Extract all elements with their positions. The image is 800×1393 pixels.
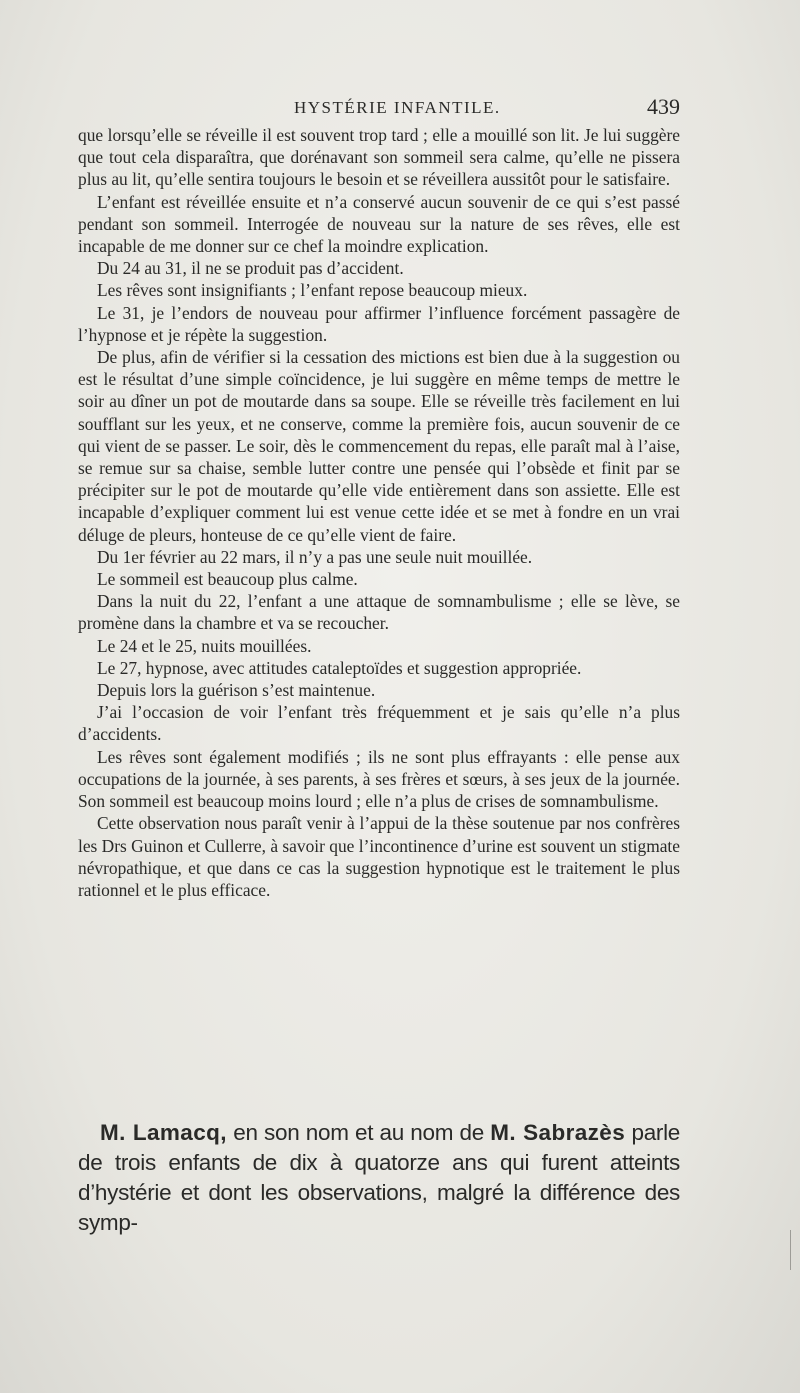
paragraph: De plus, afin de vérifier si la cessation des mictions est bien due à la suggestion ou est le résultat d’une simple coïncidence, je lui suggère en même temps de mettre le soir au dîner un pot de moutarde dans sa soupe. Elle se réveille très facilement en lui soufflant sur les yeux, et ne conserve, comme la première fois, aucun souvenir de ce qui vient de se passer. Le soir, dès le commencement du repas, elle paraît mal à l’aise, se remue sur sa chaise, semble lutter contre une pensée qui l’obsède et finit par se précipiter sur le pot de moutarde qu’elle vide entièrement dans son assiette. Elle est incapable d’expliquer comment lui est venue cette idée et se met à fondre en un vrai déluge de pleurs, honteuse de ce qu’elle vient de faire. [78,347,680,545]
lead-section [78,1118,680,1238]
body-text [78,124,680,901]
paragraph: Les rêves sont également modifiés ; ils ne sont plus effrayants : elle pense aux occupations de la journée, à ses parents, à ses frères et sœurs, à ses jeux de la journée. Son sommeil est beaucoup moins lourd ; elle n’a plus de crises de somnambulisme. [78,746,680,812]
speaker-name-sabrazes: M. Sabrazès [490,1120,626,1145]
paragraph: Le 31, je l’endors de nouveau pour affirmer l’influence forcément passagère de l’hypnose et je répète la suggestion. [78,302,680,345]
paragraph: Dans la nuit du 22, l’enfant a une attaque de somnambulisme ; elle se lève, se promène dans la chambre et va se recoucher. [78,591,680,634]
page-number: 439 [647,94,680,119]
speaker-name-lamacq: M. Lamacq, [100,1120,227,1145]
lead-paragraph [78,1118,680,1238]
paragraph: Le 27, hypnose, avec attitudes cataleptoïdes et suggestion appropriée. [97,657,582,678]
running-title: HYSTÉRIE INFANTILE. [294,98,501,117]
lead-text-part: parle de trois enfants de dix à quatorze ans qui furent atteints d’hystérie et dont les observations, malgré la différence des symp- [78,1120,681,1235]
paragraph: Le sommeil est beaucoup plus calme. [97,569,358,590]
lead-text-part: en son nom et au nom de [226,1120,491,1145]
paragraph: Depuis lors la guérison s’est maintenue. [97,680,376,701]
paragraph: L’enfant est réveillée ensuite et n’a conservé aucun souvenir de ce qui s’est passé pendant son sommeil. Interrogée de nouveau sur la nature de ses rêves, elle est incapable de me donner sur ce chef la moindre explication. [78,191,680,257]
paragraph: J’ai l’occasion de voir l’enfant très fréquemment et je sais qu’elle n’a plus d’accidents. [78,702,680,745]
paragraph: Cette observation nous paraît venir à l’appui de la thèse soutenue par nos confrères les Drs Guinon et Cullerre, à savoir que l’incontinence d’urine est souvent un stigmate névropathique, et que dans ce cas la suggestion hypnotique est le traitement le plus rationnel et le plus efficace. [78,813,680,900]
paragraph: que lorsqu’elle se réveille il est souvent trop tard ; elle a mouillé son lit. Je lui suggère que tout cela disparaîtra, que dorénavant son sommeil sera calme, qu’elle ne pissera plus au lit, qu’elle sentira toujours le besoin et se réveillera aussitôt pour le satisfaire. [78,125,680,190]
paragraph: Du 24 au 31, il ne se produit pas d’accident. [97,258,404,279]
paragraph: Le 24 et le 25, nuits mouillées. [97,635,312,656]
paragraph: Du 1er février au 22 mars, il n’y a pas une seule nuit mouillée. [97,546,533,567]
page-edge-mark [790,1230,791,1270]
paragraph: Les rêves sont insignifiants ; l’enfant repose beaucoup mieux. [97,280,528,301]
page-header [78,94,680,124]
